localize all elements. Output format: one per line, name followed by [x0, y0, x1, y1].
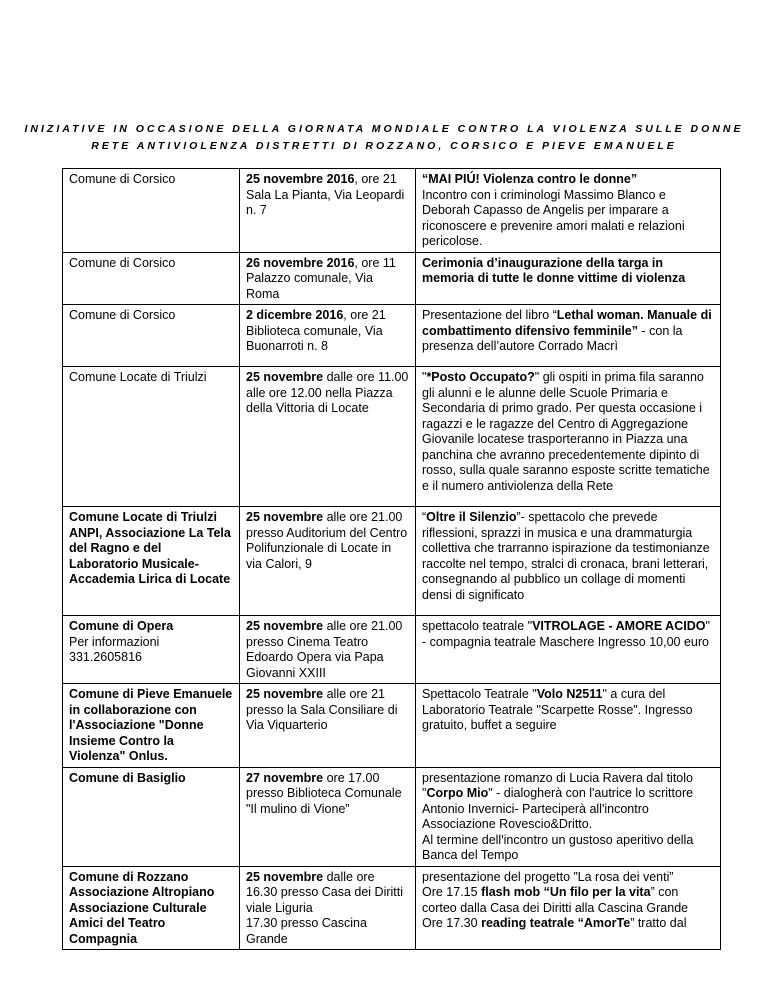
description-cell [416, 252, 721, 305]
date-place-cell [240, 866, 416, 950]
date-place-cell [240, 507, 416, 616]
organizer-contact: Per informazioni 331.2605816 [69, 634, 160, 664]
event-line2-prefix: Ore 17.15 [422, 885, 482, 899]
organizer-text: Comune di Pieve Emanuele in collaborazione con l'Associazione "Donne Insieme Contro la Violenza" Onlus. [69, 687, 233, 763]
organizer-text: Comune di Corsico [69, 255, 176, 270]
table-row [63, 367, 721, 507]
event-line3-prefix: Ore 17.30 [422, 916, 482, 930]
table-row [63, 252, 721, 305]
event-time-place: alle ore 21 presso la Sala Consiliare di Via Viquarterio [246, 687, 398, 732]
event-title: Oltre il Silenzio [426, 510, 517, 524]
event-time-place: , ore 21 Sala La Pianta, Via Leopardi n. 7 [246, 172, 405, 217]
event-time-place: dalle ore 11.00 alle ore 12.00 nella Piazza della Vittoria di Locate [246, 370, 409, 415]
event-date: 25 novembre [246, 869, 324, 884]
event-time-place: ore 17.00 presso Biblioteca Comunale "Il mulino di Vione” [246, 770, 402, 816]
event-line2-text: ” con corteo dalla Casa dei Diritti alla Cascina Grande [422, 885, 689, 915]
event-time-place: dalle ore 16.30 presso Casa dei Diritti viale Liguria [246, 869, 404, 915]
event-date: 26 novembre 2016 [246, 255, 355, 270]
event-title: VITROLAGE - AMORE ACIDO [532, 619, 706, 633]
event-description-prefix: Presentazione del libro “ [422, 308, 557, 322]
organizer-cell [63, 169, 240, 253]
event-description: " gli ospiti in prima fila saranno gli alunni e le alunne delle Scuole Primaria e Secondaria di primo grado. Per questa occasione i ragazzi e le ragazze del Centro di Aggregazione Giovanile locatese trasporteranno in Piazza una panchina che avranno precedentemente dipinto di rosso, sulla quale saranno esposte scritte tematiche e il numero antiviolenza della Rete [422, 370, 710, 493]
description-cell [416, 305, 721, 367]
event-description: ”- spettacolo che prevede riflessioni, sprazzi in musica e una drammaturgia collettiva che trarranno ispirazione da testimonianze raccolte nel tempo, stralci di cronaca, brani letterari, consegnando al pubblico un collage di momenti densi di significato [422, 510, 710, 602]
event-time-place: , ore 21 Biblioteca comunale, Via Buonarroti n. 8 [246, 308, 386, 353]
table-row [63, 169, 721, 253]
table-row [63, 616, 721, 684]
organizer-text: Comune di Corsico [69, 308, 176, 322]
event-date: 25 novembre [246, 619, 324, 633]
events-table [62, 168, 721, 950]
organizer-text: Comune di Basiglio [69, 770, 186, 785]
organizer-text: Comune di Opera [69, 619, 174, 633]
date-place-cell [240, 684, 416, 768]
event-description: " - compagnia teatrale Maschere Ingresso 10,00 euro [422, 619, 710, 649]
event-title: Corpo Mio [426, 786, 489, 800]
event-line3-text: ” tratto dal [630, 916, 687, 930]
description-cell [416, 367, 721, 507]
date-place-cell [240, 616, 416, 684]
event-title: Lethal woman. Manuale di combattimento difensivo femminile” [422, 308, 712, 338]
event-time-place: alle ore 21.00 presso Cinema Teatro Edoardo Opera via Papa Giovanni XXIII [246, 619, 403, 680]
table-row [63, 507, 721, 616]
event-description-prefix: Spettacolo Teatrale " [422, 687, 537, 701]
organizer-cell [63, 616, 240, 684]
event-description-prefix: presentazione romanzo di Lucia Ravera dal titolo " [422, 770, 693, 800]
document-title: INIZIATIVE IN OCCASIONE DELLA GIORNATA MONDIALE CONTRO LA VIOLENZA SULLE DONNE [24, 123, 744, 135]
table-row [63, 305, 721, 367]
organizer-cell [63, 866, 240, 950]
organizer-text: Comune di Corsico [69, 172, 176, 186]
date-place-cell [240, 169, 416, 253]
event-time-place: alle ore 21.00 presso Auditorium del Centro Polifunzionale di Locate in via Calori, 9 [246, 510, 408, 571]
description-cell [416, 866, 721, 950]
event-description: - con la presenza dell’autore Corrado Macrì [422, 323, 683, 353]
table-row [63, 866, 721, 950]
description-cell [416, 684, 721, 768]
event-time-place: , ore 11 Palazzo comunale, Via Roma [246, 255, 396, 301]
description-cell [416, 507, 721, 616]
event-title: Cerimonia d’inaugurazione della targa in memoria di tutte le donne vittime di violenza [422, 255, 686, 285]
event-description-prefix: spettacolo teatrale " [422, 619, 533, 633]
event-description-prefix: " [422, 370, 427, 384]
date-place-cell [240, 252, 416, 305]
organizer-cell [63, 767, 240, 866]
event-line3-title: reading teatrale “AmorTe [481, 916, 631, 930]
event-description-prefix: “ [422, 510, 427, 524]
event-title: “MAI PIÚ! Violenza contro le donne” [422, 172, 638, 186]
description-cell [416, 169, 721, 253]
event-description: " - dialogherà con l'autrice lo scrittore Antonio Invernici- Parteciperà all'incontro Associazione Rovescio&Dritto. [422, 786, 694, 831]
event-date: 2 dicembre 2016 [246, 308, 344, 322]
date-place-cell [240, 767, 416, 866]
organizer-cell [63, 252, 240, 305]
event-title: *Posto Occupato? [426, 370, 535, 384]
organizer-text: Comune Locate di Triulzi ANPI, Associazione La Tela del Ragno e del Laboratorio Musicale-Accademia Lirica di Locate [69, 510, 231, 586]
event-date: 25 novembre [246, 370, 324, 384]
event-time-place-extra: 17.30 presso Cascina Grande [246, 916, 367, 946]
document-subtitle: RETE ANTIVIOLENZA DISTRETTI DI ROZZANO, CORSICO E PIEVE EMANUELE [91, 140, 677, 152]
event-date: 25 novembre 2016 [246, 172, 355, 186]
description-cell [416, 767, 721, 866]
event-description-prefix: presentazione del progetto ”La rosa dei venti” [422, 869, 674, 884]
organizer-text: Comune di Rozzano Associazione Altropiano Associazione Culturale Amici del Teatro Compagnia [69, 869, 215, 946]
date-place-cell [240, 305, 416, 367]
event-date: 25 novembre [246, 687, 324, 701]
description-cell [416, 616, 721, 684]
date-place-cell [240, 367, 416, 507]
organizer-cell [63, 507, 240, 616]
organizer-cell [63, 305, 240, 367]
table-row [63, 684, 721, 768]
event-date: 25 novembre [246, 510, 324, 524]
organizer-cell [63, 684, 240, 768]
organizer-text: Comune Locate di Triulzi [69, 370, 207, 384]
event-line2-title: flash mob “Un filo per la vita [481, 885, 651, 899]
event-date: 27 novembre [246, 770, 324, 785]
event-description-extra: Al termine dell'incontro un gustoso aperitivo della Banca del Tempo [422, 832, 694, 862]
event-title: Volo N2511 [536, 687, 603, 701]
event-description: Incontro con i criminologi Massimo Blanco e Deborah Capasso de Angelis per imparare a riconoscere e prevenire amori malati e relazioni pericolose. [422, 187, 685, 248]
table-row [63, 767, 721, 866]
organizer-cell [63, 367, 240, 507]
event-description: " a cura del Laboratorio Teatrale "Scarpette Rosse". Ingresso gratuito, buffet a seguire [422, 687, 693, 732]
